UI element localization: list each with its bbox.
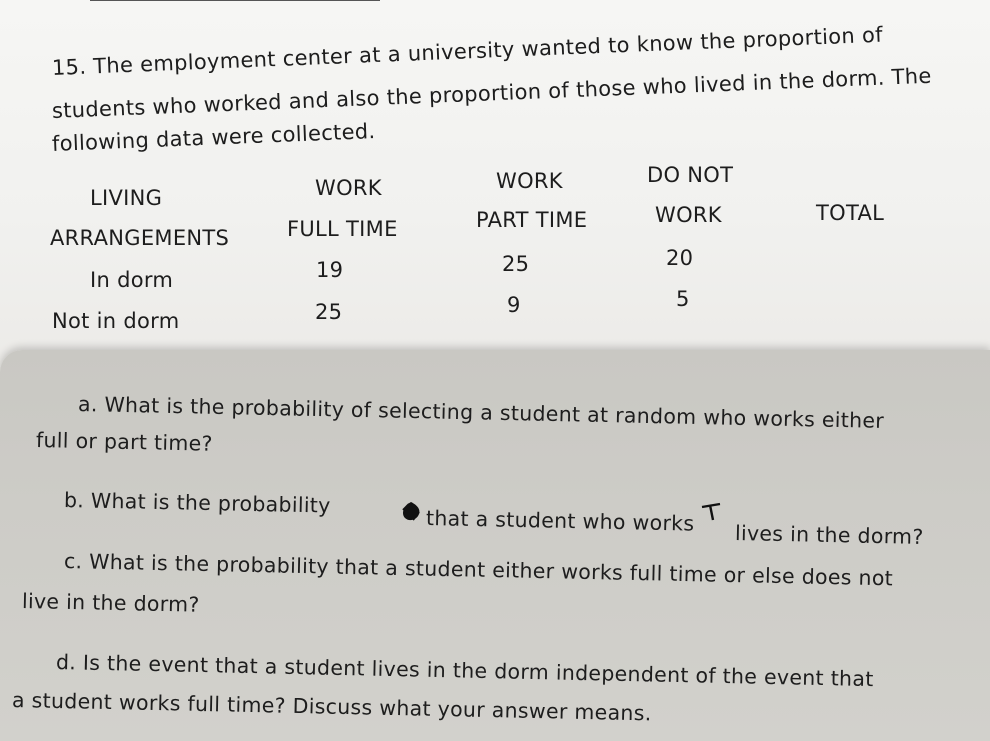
top-rule	[90, 0, 380, 1]
header-full-time: FULL TIME	[287, 217, 398, 241]
header-work-fulltime: WORK	[315, 176, 382, 200]
cell-not-in-dorm-part-time: 9	[507, 293, 521, 317]
row-label-in-dorm: In dorm	[90, 268, 174, 292]
question-b-part-2: that a student who works	[425, 506, 695, 536]
header-do-not-work: WORK	[655, 203, 722, 227]
question-c-line-2: live in the dorm?	[21, 589, 200, 617]
question-b-part-3: lives in the dorm?	[734, 521, 924, 549]
caret-mark	[700, 502, 722, 527]
question-a-line-1: a. What is the probability of selecting a student at random who works either	[77, 392, 885, 433]
question-d-line-2: a student works full time? Discuss what your answer means.	[11, 688, 652, 726]
header-part-time: PART TIME	[476, 208, 588, 232]
question-d-line-1: d. Is the event that a student lives in the dorm independent of the event that	[55, 650, 874, 692]
problem-line-3: following data were collected.	[51, 119, 376, 156]
cell-not-in-dorm-full-time: 25	[315, 300, 343, 324]
question-b-part-1: b. What is the probability	[63, 488, 331, 518]
cell-in-dorm-do-not-work: 20	[666, 246, 694, 270]
ink-blot-mark	[399, 500, 423, 529]
cell-in-dorm-part-time: 25	[502, 252, 530, 276]
header-do-not: DO NOT	[647, 163, 734, 187]
cell-not-in-dorm-do-not-work: 5	[676, 287, 690, 311]
question-a-line-2: full or part time?	[35, 428, 213, 456]
cell-in-dorm-full-time: 19	[316, 258, 344, 282]
header-work-parttime: WORK	[496, 169, 563, 193]
header-total: TOTAL	[816, 201, 885, 225]
row-label-not-in-dorm: Not in dorm	[52, 309, 180, 333]
problem-line-1: 15. The employment center at a university wanted to know the proportion of	[51, 22, 884, 80]
header-arrangements: ARRANGEMENTS	[50, 226, 230, 250]
header-living: LIVING	[90, 186, 163, 210]
problem-line-2: students who worked and also the proportion of those who lived in the dorm. The	[51, 63, 933, 123]
question-c-line-1: c. What is the probability that a student either works full time or else does not	[63, 549, 894, 591]
